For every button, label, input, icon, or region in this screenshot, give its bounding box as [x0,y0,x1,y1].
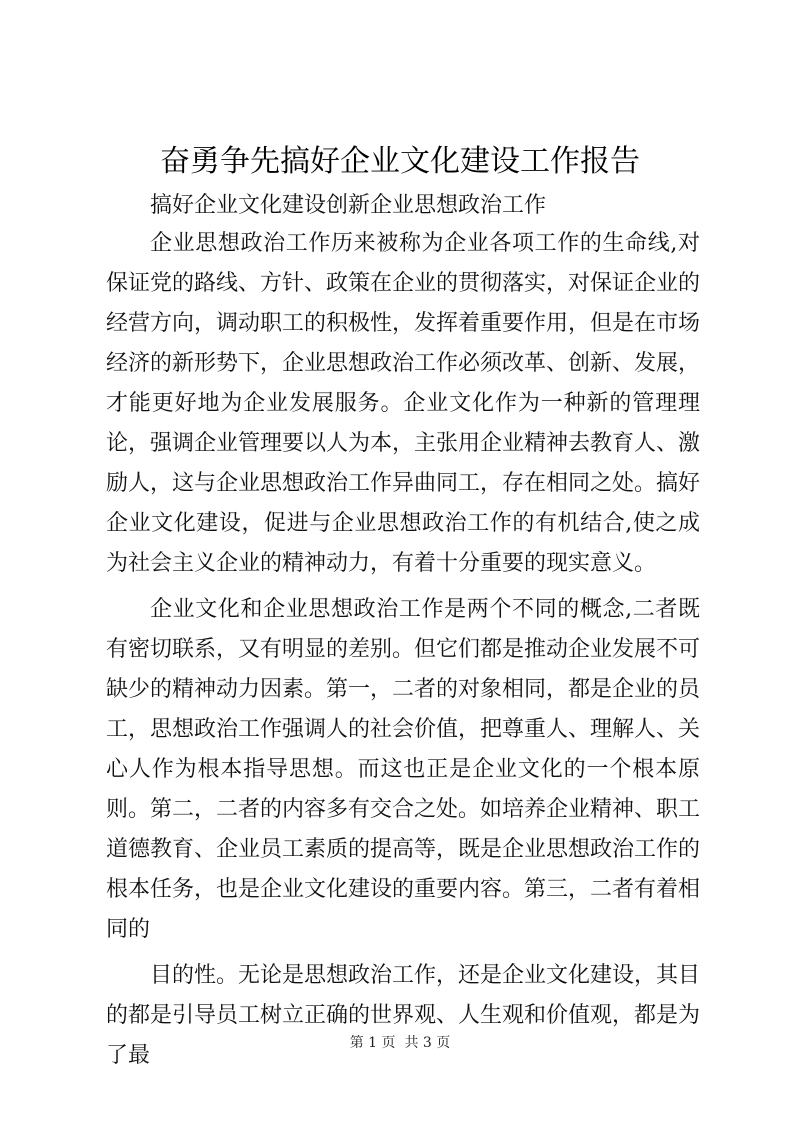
body-paragraph: 目的性。无论是思想政治工作，还是企业文化建设，其目的都是引导员工树立正确的世界观、人生观和价值观，都是为了最 [106,963,701,1068]
document-subtitle: 搞好企业文化建设创新企业思想政治工作 [150,193,547,218]
page-number-label: 第 1 页 共 3 页 [349,1035,451,1051]
body-paragraph: 企业思想政治工作历来被称为企业各项工作的生命线,对保证党的路线、方针、政策在企业的贯彻落实，对保证企业的经营方向，调动职工的积极性，发挥着重要作用，但是在市场经济的新形势下，企业思想政治工作必须改革、创新、发展，才能更好地为企业发展服务。企业文化作为一种新的管理理论，强调企业管理要以人为本，主张用企业精神去教育人、激励人，这与企业思想政治工作异曲同工，存在相同之处。搞好企业文化建设，促进与企业思想政治工作的有机结合,使之成为社会主义企业的精神动力，有着十分重要的现实意义。 [106,231,701,576]
page-footer [0,1033,800,1053]
document-title: 奋勇争先搞好企业文化建设工作报告 [160,144,640,179]
body-paragraph: 企业文化和企业思想政治工作是两个不同的概念,二者既有密切联系，又有明显的差别。但它们都是推动企业发展不可缺少的精神动力因素。第一，二者的对象相同，都是企业的员工，思想政治工作强调人的社会价值，把尊重人、理解人、关心人作为根本指导思想。而这也正是企业文化的一个根本原则。第二，二者的内容多有交合之处。如培养企业精神、职工道德教育、企业员工素质的提高等，既是企业思想政治工作的根本任务，也是企业文化建设的重要内容。第三，二者有着相同的 [106,597,701,942]
document-body [106,224,700,1082]
